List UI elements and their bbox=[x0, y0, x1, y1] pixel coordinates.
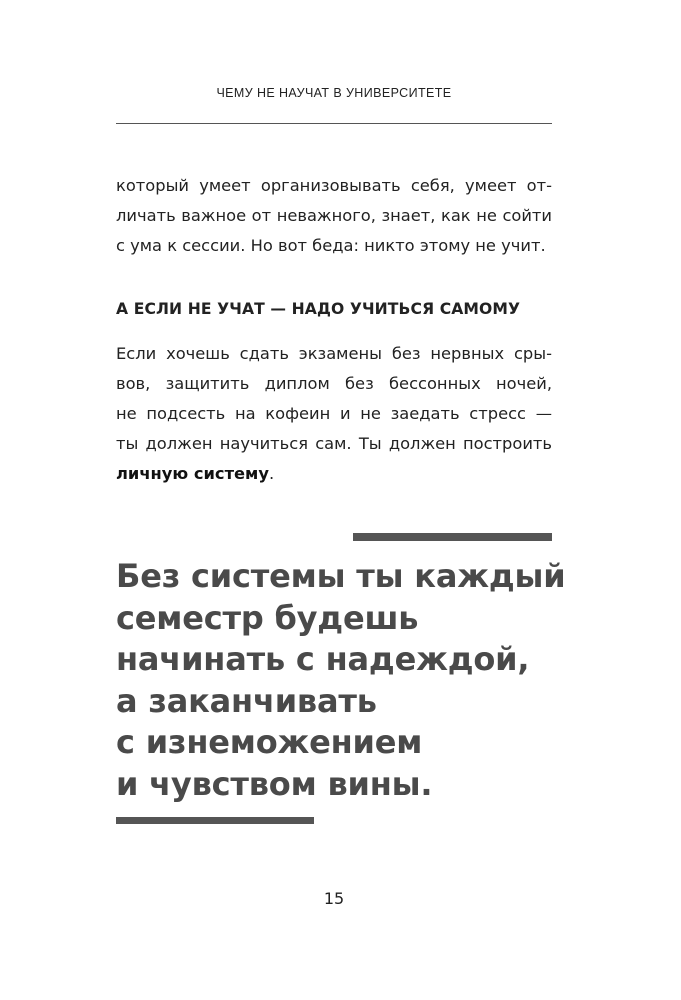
pull-quote-line: а заканчивать bbox=[116, 681, 377, 720]
sentence-end: . bbox=[268, 464, 275, 483]
paragraph-continuation bbox=[116, 171, 552, 261]
paragraph-body bbox=[116, 339, 552, 489]
section-subheading: А ЕСЛИ НЕ УЧАТ — НАДО УЧИТЬСЯ САМОМУ bbox=[116, 300, 521, 318]
running-header: ЧЕМУ НЕ НАУЧАТ В УНИВЕРСИТЕТЕ bbox=[216, 86, 452, 100]
pull-quote-line: Без системы ты каждый bbox=[116, 557, 566, 595]
paragraph-line: ты должен научиться сам. Ты должен построить bbox=[116, 434, 552, 453]
paragraph-line: не подсесть на кофеин и не заедать стресс — bbox=[116, 404, 552, 423]
paragraph-line: личать важное от неважного, знает, как не сойти bbox=[116, 206, 552, 225]
paragraph-line-emphasis bbox=[116, 459, 552, 489]
pull-quote bbox=[116, 556, 566, 806]
page-number: 15 bbox=[323, 889, 345, 908]
header-divider bbox=[116, 123, 552, 124]
pull-quote-line: с изнеможением bbox=[116, 723, 423, 762]
paragraph-line: вов, защитить диплом без бессонных ночей, bbox=[116, 374, 552, 393]
pull-quote-line: семестр будешь bbox=[116, 598, 419, 637]
paragraph-line: с ума к сессии. Но вот беда: никто этому не учит. bbox=[116, 236, 546, 255]
pull-quote-bottom-rule bbox=[116, 817, 314, 824]
pull-quote-line: и чувством вины. bbox=[116, 764, 433, 803]
pull-quote-top-rule bbox=[353, 533, 552, 541]
emphasized-term: личную систему bbox=[116, 464, 269, 483]
pull-quote-line: начинать с надеждой, bbox=[116, 640, 530, 679]
paragraph-line: который умеет организовывать себя, умеет от- bbox=[116, 176, 552, 195]
paragraph-line: Если хочешь сдать экзамены без нервных сры- bbox=[116, 344, 552, 363]
